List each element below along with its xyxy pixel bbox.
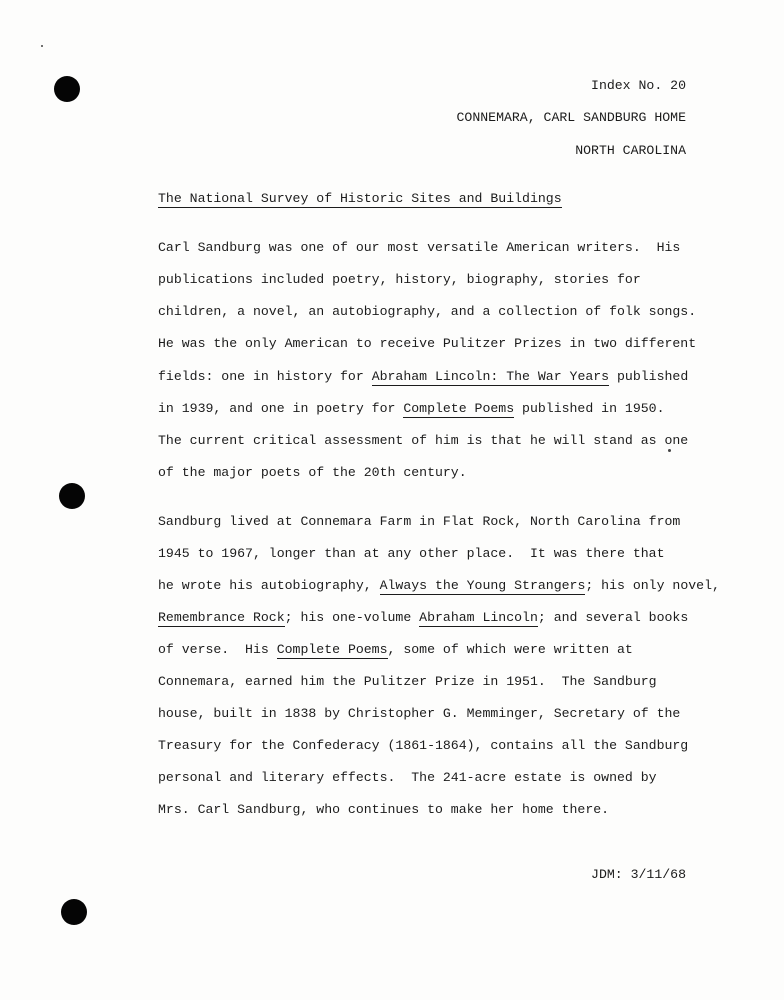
para2-line-3-end: ; his only novel, <box>585 578 720 593</box>
para1-line-5-start: fields: one in history for <box>158 369 372 384</box>
para2-line-3 <box>158 578 720 594</box>
paper-speck <box>668 449 671 452</box>
para2-line-9: personal and literary effects. The 241-acre estate is owned by <box>158 770 657 785</box>
para1-line-5-end: published <box>609 369 689 384</box>
book-title-complete-poems: Complete Poems <box>403 401 515 416</box>
para2-line-4 <box>158 610 688 626</box>
para1-line-1: Carl Sandburg was one of our most versatile American writers. His <box>158 240 681 255</box>
para1-line-5 <box>158 369 688 385</box>
book-title-remembrance-rock: Remembrance Rock <box>158 610 285 625</box>
book-title-complete-poems-2: Complete Poems <box>276 642 388 657</box>
author-initials-date: JDM: 3/11/68 <box>591 867 686 882</box>
para2-line-8: Treasury for the Confederacy (1861-1864), contains all the Sandburg <box>158 738 689 753</box>
para2-line-2: 1945 to 1967, longer than at any other place. It was there that <box>158 546 665 561</box>
para1-line-2: publications included poetry, history, biography, stories for <box>158 272 641 287</box>
state-name: NORTH CAROLINA <box>575 143 686 158</box>
site-name: CONNEMARA, CARL SANDBURG HOME <box>456 110 686 125</box>
book-title-war-years: Abraham Lincoln: The War Years <box>371 369 610 384</box>
paper-speck <box>41 45 43 47</box>
punch-hole-top <box>54 76 80 102</box>
para2-line-5-end: , some of which were written at <box>387 642 633 657</box>
para1-line-7: The current critical assessment of him is that he will stand as one <box>158 433 689 448</box>
para2-line-4-end: ; and several books <box>537 610 689 625</box>
para2-line-7: house, built in 1838 by Christopher G. Memminger, Secretary of the <box>158 706 681 721</box>
para1-line-4: He was the only American to receive Pulitzer Prizes in two different <box>158 336 697 351</box>
book-title-young-strangers: Always the Young Strangers <box>379 578 586 593</box>
para1-line-6-start: in 1939, and one in poetry for <box>158 401 404 416</box>
para1-line-8: of the major poets of the 20th century. <box>158 465 467 480</box>
para2-line-4-middle: ; his one-volume <box>284 610 420 625</box>
para2-line-10: Mrs. Carl Sandburg, who continues to make her home there. <box>158 802 610 817</box>
para2-line-1: Sandburg lived at Connemara Farm in Flat Rock, North Carolina from <box>158 514 681 529</box>
book-title-abraham-lincoln: Abraham Lincoln <box>419 610 538 625</box>
para2-line-3-start: he wrote his autobiography, <box>158 578 380 593</box>
para1-line-6-end: published in 1950. <box>514 401 665 416</box>
punch-hole-middle <box>59 483 85 509</box>
survey-title-text: The National Survey of Historic Sites and Buildings <box>158 191 562 206</box>
para1-line-6 <box>158 401 665 417</box>
para1-line-3: children, a novel, an autobiography, and a collection of folk songs. <box>158 304 697 319</box>
survey-title <box>158 191 562 207</box>
para2-line-5-start: of verse. His <box>158 642 277 657</box>
para2-line-5 <box>158 642 633 658</box>
index-number: Index No. 20 <box>591 78 686 93</box>
para2-line-6: Connemara, earned him the Pulitzer Prize in 1951. The Sandburg <box>158 674 657 689</box>
punch-hole-bottom <box>61 899 87 925</box>
